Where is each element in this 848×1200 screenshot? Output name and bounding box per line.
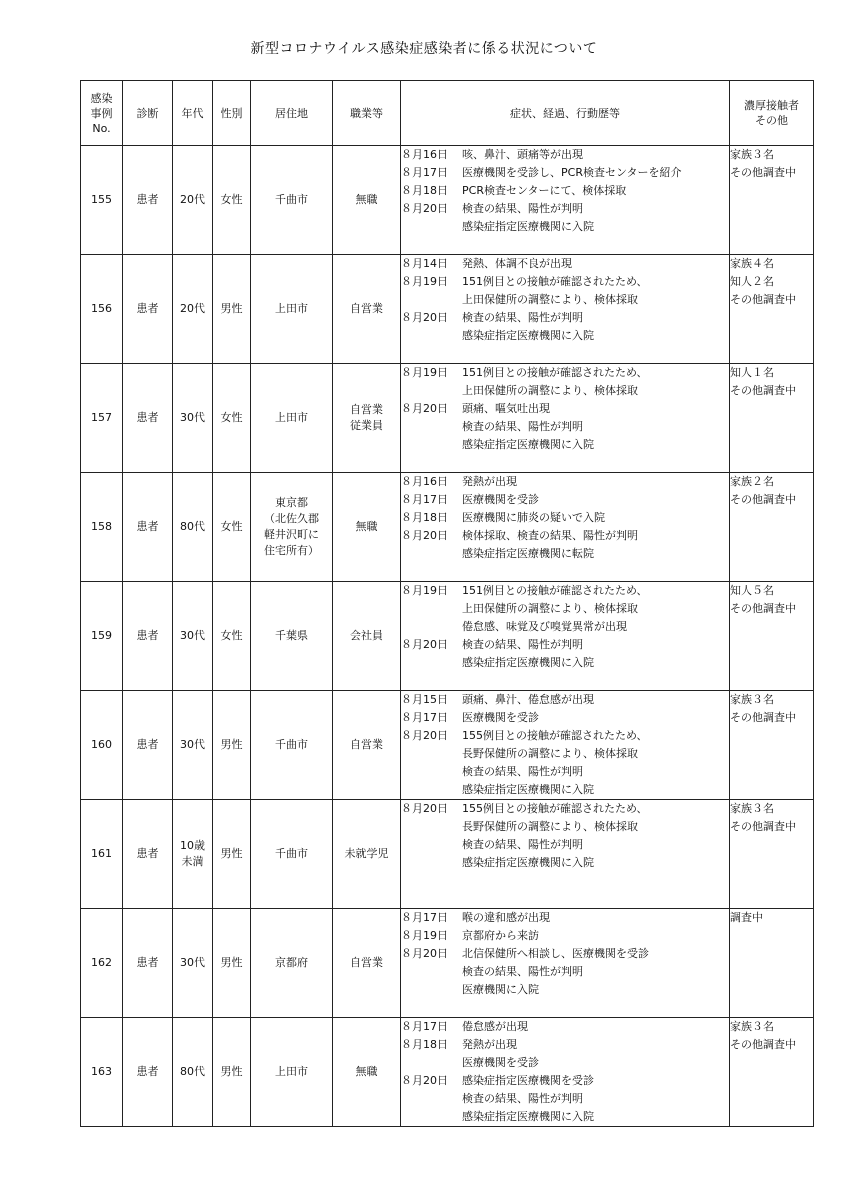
event-line (401, 309, 729, 327)
diagnosis-cell: 患者 (123, 691, 173, 800)
contacts-cell (730, 582, 814, 691)
event-line (401, 164, 729, 182)
event-line (401, 273, 729, 291)
residence-cell: 千葉県 (251, 582, 333, 691)
event-date: ８月20日 (401, 638, 448, 651)
residence-cell: 東京都 （北佐久郡 軽井沢町に 住宅所有） (251, 473, 333, 582)
occupation-cell: 未就学児 (333, 800, 401, 909)
event-line (401, 618, 729, 636)
contact-line: その他調査中 (730, 493, 796, 506)
event-line (401, 473, 729, 491)
document-title: 新型コロナウイルス感染症感染者に係る状況について (250, 41, 598, 57)
diagnosis-cell: 患者 (123, 473, 173, 582)
event-text: 長野保健所の調整により、検体採取 (462, 820, 638, 833)
event-line (401, 146, 729, 164)
event-line (401, 654, 729, 672)
event-date (401, 1054, 462, 1072)
event-text: 倦怠感が出現 (462, 1020, 528, 1033)
event-date: ８月19日 (401, 584, 448, 597)
event-date (401, 854, 462, 872)
event-date (401, 763, 462, 781)
event-line (401, 509, 729, 527)
event-line (401, 1018, 729, 1036)
event-text: 医療機関を受診し、PCR検査センターを紹介 (462, 166, 682, 179)
event-line (401, 836, 729, 854)
event-line (401, 218, 729, 236)
event-date (401, 1090, 462, 1108)
occupation-cell: 自営業 従業員 (333, 364, 401, 473)
header-diagnosis: 診断 (123, 81, 173, 146)
event-date (401, 818, 462, 836)
event-date: ８月17日 (401, 911, 448, 924)
event-text: 感染症指定医療機関を受診 (462, 1074, 594, 1087)
event-text: 検査の結果、陽性が判明 (462, 765, 583, 778)
event-text: 倦怠感、味覚及び嗅覚異常が出現 (462, 620, 627, 633)
case-table (80, 80, 814, 1127)
contact-line: 家族２名 (730, 475, 774, 488)
diagnosis-cell: 患者 (123, 146, 173, 255)
event-text: 感染症指定医療機関に入院 (462, 1110, 594, 1123)
case-number: 155 (81, 146, 123, 255)
age-cell: 20代 (173, 255, 213, 364)
contacts-cell (730, 691, 814, 800)
event-date (401, 618, 462, 636)
sex-cell: 男性 (213, 691, 251, 800)
event-line (401, 382, 729, 400)
diagnosis-cell: 患者 (123, 909, 173, 1018)
contact-line: その他調査中 (730, 602, 796, 615)
contacts-cell (730, 800, 814, 909)
event-line (401, 945, 729, 963)
events-cell (401, 691, 730, 800)
event-line (401, 491, 729, 509)
contact-line: 知人５名 (730, 584, 774, 597)
event-date (401, 600, 462, 618)
event-line (401, 1108, 729, 1126)
residence-cell: 千曲市 (251, 800, 333, 909)
diagnosis-cell: 患者 (123, 800, 173, 909)
event-date: ８月19日 (401, 929, 448, 942)
event-text: 155例目との接触が確認されたため、 (462, 729, 648, 742)
event-text: 長野保健所の調整により、検体採取 (462, 747, 638, 760)
event-text: 咳、鼻汁、頭痛等が出現 (462, 148, 583, 161)
event-text: 151例目との接触が確認されたため、 (462, 366, 648, 379)
event-text: 検査の結果、陽性が判明 (462, 1092, 583, 1105)
events-cell (401, 364, 730, 473)
event-line (401, 291, 729, 309)
age-cell: 30代 (173, 582, 213, 691)
event-text: 医療機関に入院 (462, 983, 539, 996)
event-text: 検査の結果、陽性が判明 (462, 202, 583, 215)
event-text: PCR検査センターにて、検体採取 (462, 184, 627, 197)
event-line (401, 364, 729, 382)
contact-line: 家族３名 (730, 148, 774, 161)
event-text: 上田保健所の調整により、検体採取 (462, 602, 638, 615)
case-number: 162 (81, 909, 123, 1018)
event-text: 医療機関を受診 (462, 1056, 539, 1069)
contacts-cell (730, 146, 814, 255)
case-row (81, 255, 814, 364)
case-number: 159 (81, 582, 123, 691)
occupation-cell: 無職 (333, 1018, 401, 1127)
event-date: ８月16日 (401, 475, 448, 488)
event-text: 上田保健所の調整により、検体採取 (462, 384, 638, 397)
events-cell (401, 1018, 730, 1127)
event-date: ８月20日 (401, 202, 448, 215)
event-line (401, 781, 729, 799)
event-text: 検体採取、検査の結果、陽性が判明 (462, 529, 638, 542)
events-cell (401, 255, 730, 364)
occupation-cell: 無職 (333, 473, 401, 582)
event-line (401, 1072, 729, 1090)
contacts-cell (730, 1018, 814, 1127)
occupation-cell: 自営業 (333, 909, 401, 1018)
contact-line: 家族３名 (730, 1020, 774, 1033)
events-cell (401, 146, 730, 255)
header-contacts: 濃厚接触者 その他 (730, 81, 814, 146)
event-text: 発熱、体調不良が出現 (462, 257, 572, 270)
event-text: 発熱が出現 (462, 475, 517, 488)
event-date (401, 781, 462, 799)
event-date: ８月17日 (401, 166, 448, 179)
event-date (401, 218, 462, 236)
event-date (401, 745, 462, 763)
event-text: 検査の結果、陽性が判明 (462, 838, 583, 851)
event-line (401, 200, 729, 218)
sex-cell: 男性 (213, 800, 251, 909)
residence-cell: 上田市 (251, 1018, 333, 1127)
event-text: 155例目との接触が確認されたため、 (462, 802, 648, 815)
event-date: ８月20日 (401, 947, 448, 960)
contacts-cell (730, 364, 814, 473)
event-line (401, 709, 729, 727)
case-row (81, 146, 814, 255)
residence-cell: 上田市 (251, 255, 333, 364)
case-number: 157 (81, 364, 123, 473)
event-text: 北信保健所へ相談し、医療機関を受診 (462, 947, 649, 960)
event-date: ８月17日 (401, 1020, 448, 1033)
case-row (81, 364, 814, 473)
events-cell (401, 582, 730, 691)
event-line (401, 963, 729, 981)
event-line (401, 763, 729, 781)
event-date (401, 327, 462, 345)
case-row (81, 909, 814, 1018)
sex-cell: 女性 (213, 473, 251, 582)
header-occupation: 職業等 (333, 81, 401, 146)
header-row (81, 81, 814, 146)
event-date: ８月14日 (401, 257, 448, 270)
sex-cell: 女性 (213, 582, 251, 691)
age-cell: 30代 (173, 909, 213, 1018)
event-text: 検査の結果、陽性が判明 (462, 420, 583, 433)
event-line (401, 418, 729, 436)
event-date: ８月18日 (401, 184, 448, 197)
event-line (401, 545, 729, 563)
event-text: 医療機関に肺炎の疑いで入院 (462, 511, 605, 524)
event-line (401, 727, 729, 745)
header-sex: 性別 (213, 81, 251, 146)
event-date (401, 836, 462, 854)
event-line (401, 927, 729, 945)
event-date: ８月20日 (401, 1074, 448, 1087)
event-text: 喉の違和感が出現 (462, 911, 550, 924)
case-row (81, 691, 814, 800)
event-date (401, 981, 462, 999)
contact-line: その他調査中 (730, 166, 796, 179)
event-line (401, 854, 729, 872)
event-date (401, 654, 462, 672)
event-line (401, 582, 729, 600)
case-table-body (81, 146, 814, 1127)
contacts-cell (730, 909, 814, 1018)
event-date: ８月17日 (401, 493, 448, 506)
header-residence: 居住地 (251, 81, 333, 146)
sex-cell: 女性 (213, 146, 251, 255)
residence-cell: 上田市 (251, 364, 333, 473)
contact-line: その他調査中 (730, 384, 796, 397)
event-date (401, 418, 462, 436)
age-cell: 10歳 未満 (173, 800, 213, 909)
diagnosis-cell: 患者 (123, 255, 173, 364)
event-text: 医療機関を受診 (462, 711, 539, 724)
age-cell: 80代 (173, 473, 213, 582)
contact-line: 家族４名 (730, 257, 774, 270)
case-number: 161 (81, 800, 123, 909)
event-line (401, 1054, 729, 1072)
event-line (401, 1036, 729, 1054)
event-line (401, 818, 729, 836)
contact-line: 知人１名 (730, 366, 774, 379)
occupation-cell: 自営業 (333, 691, 401, 800)
event-line (401, 636, 729, 654)
event-line (401, 400, 729, 418)
event-text: 発熱が出現 (462, 1038, 517, 1051)
contact-line: その他調査中 (730, 293, 796, 306)
case-row (81, 1018, 814, 1127)
case-row (81, 582, 814, 691)
case-row (81, 473, 814, 582)
diagnosis-cell: 患者 (123, 364, 173, 473)
diagnosis-cell: 患者 (123, 1018, 173, 1127)
residence-cell: 千曲市 (251, 146, 333, 255)
event-text: 検査の結果、陽性が判明 (462, 311, 583, 324)
event-line (401, 1090, 729, 1108)
contacts-cell (730, 255, 814, 364)
event-line (401, 981, 729, 999)
event-line (401, 527, 729, 545)
contact-line: 知人２名 (730, 275, 774, 288)
event-line (401, 691, 729, 709)
event-date (401, 963, 462, 981)
contact-line: その他調査中 (730, 820, 796, 833)
event-date (401, 382, 462, 400)
event-date: ８月19日 (401, 366, 448, 379)
case-number: 158 (81, 473, 123, 582)
event-line (401, 255, 729, 273)
event-date: ８月18日 (401, 1038, 448, 1051)
event-line (401, 909, 729, 927)
age-cell: 80代 (173, 1018, 213, 1127)
event-line (401, 745, 729, 763)
event-date: ８月20日 (401, 311, 448, 324)
event-date (401, 1108, 462, 1126)
event-text: 頭痛、嘔気吐出現 (462, 402, 550, 415)
event-date: ８月20日 (401, 729, 448, 742)
event-line (401, 600, 729, 618)
event-date: ８月19日 (401, 275, 448, 288)
case-number: 160 (81, 691, 123, 800)
case-number: 156 (81, 255, 123, 364)
event-text: 151例目との接触が確認されたため、 (462, 584, 648, 597)
event-text: 感染症指定医療機関に入院 (462, 329, 594, 342)
event-text: 医療機関を受診 (462, 493, 539, 506)
event-date: ８月20日 (401, 529, 448, 542)
event-line (401, 436, 729, 454)
event-text: 上田保健所の調整により、検体採取 (462, 293, 638, 306)
sex-cell: 男性 (213, 909, 251, 1018)
occupation-cell: 自営業 (333, 255, 401, 364)
occupation-cell: 無職 (333, 146, 401, 255)
event-text: 検査の結果、陽性が判明 (462, 638, 583, 651)
event-date: ８月20日 (401, 802, 448, 815)
event-text: 京都府から来訪 (462, 929, 539, 942)
event-date (401, 436, 462, 454)
contacts-cell (730, 473, 814, 582)
event-date (401, 545, 462, 563)
event-date: ８月15日 (401, 693, 448, 706)
contact-line: 家族３名 (730, 802, 774, 815)
events-cell (401, 800, 730, 909)
diagnosis-cell: 患者 (123, 582, 173, 691)
event-date: ８月16日 (401, 148, 448, 161)
event-text: 検査の結果、陽性が判明 (462, 965, 583, 978)
occupation-cell: 会社員 (333, 582, 401, 691)
event-text: 感染症指定医療機関に入院 (462, 856, 594, 869)
event-text: 感染症指定医療機関に入院 (462, 438, 594, 451)
event-line (401, 327, 729, 345)
event-text: 感染症指定医療機関に入院 (462, 656, 594, 669)
sex-cell: 男性 (213, 1018, 251, 1127)
case-row (81, 800, 814, 909)
contact-line: その他調査中 (730, 711, 796, 724)
event-date: ８月18日 (401, 511, 448, 524)
event-line (401, 800, 729, 818)
event-text: 頭痛、鼻汁、倦怠感が出現 (462, 693, 594, 706)
age-cell: 30代 (173, 364, 213, 473)
event-line (401, 182, 729, 200)
contact-line: 調査中 (730, 911, 763, 924)
header-symptoms: 症状、経過、行動歴等 (401, 81, 730, 146)
case-number: 163 (81, 1018, 123, 1127)
sex-cell: 女性 (213, 364, 251, 473)
residence-cell: 千曲市 (251, 691, 333, 800)
contact-line: 家族３名 (730, 693, 774, 706)
event-text: 151例目との接触が確認されたため、 (462, 275, 648, 288)
age-cell: 30代 (173, 691, 213, 800)
residence-cell: 京都府 (251, 909, 333, 1018)
event-date: ８月20日 (401, 402, 448, 415)
header-age: 年代 (173, 81, 213, 146)
event-date (401, 291, 462, 309)
event-text: 感染症指定医療機関に入院 (462, 783, 594, 796)
event-date: ８月17日 (401, 711, 448, 724)
events-cell (401, 909, 730, 1018)
event-text: 感染症指定医療機関に入院 (462, 220, 594, 233)
header-case-no: 感染 事例 No. (81, 81, 123, 146)
event-text: 感染症指定医療機関に転院 (462, 547, 594, 560)
contact-line: その他調査中 (730, 1038, 796, 1051)
sex-cell: 男性 (213, 255, 251, 364)
events-cell (401, 473, 730, 582)
age-cell: 20代 (173, 146, 213, 255)
